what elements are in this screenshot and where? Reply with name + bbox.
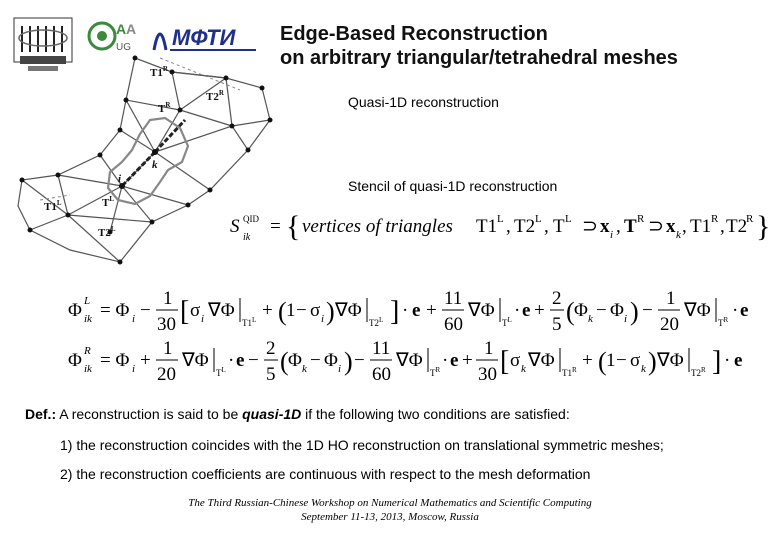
svg-text:): ) (344, 347, 353, 376)
svg-text:i: i (338, 363, 342, 375)
svg-text:T: T (553, 216, 565, 237)
svg-text:T2L: $T2^L$ (369, 316, 384, 328)
svg-text:L: L (535, 213, 542, 225)
svg-text:+: + (140, 350, 151, 371)
svg-text:+: + (582, 350, 593, 371)
page-title (280, 22, 678, 70)
label-t1r: $T1^R$ (150, 65, 168, 79)
svg-text:⊃: ⊃ (648, 216, 664, 237)
svg-text:R: R (637, 213, 645, 225)
svg-text:vertices of triangles: vertices of triangles (302, 216, 453, 237)
mesh-diagram (0, 40, 290, 280)
svg-text:11: 11 (372, 338, 391, 359)
svg-text:⊃: ⊃ (582, 216, 598, 237)
svg-text:k: k (676, 229, 681, 241)
quasi-1d-dashed-line (40, 58, 240, 200)
svg-text:5: 5 (266, 364, 276, 385)
footer (0, 496, 780, 524)
svg-text:e: e (450, 350, 459, 371)
svg-text:[: [ (500, 346, 510, 377)
svg-text:Φ: Φ (324, 350, 338, 371)
svg-text:,: , (720, 216, 725, 237)
svg-text:}: } (756, 210, 771, 243)
svg-text:e: e (412, 300, 421, 321)
mesh-nodes (20, 56, 273, 265)
svg-text:60: 60 (372, 364, 391, 385)
svg-text:= Φ: = Φ (100, 300, 130, 321)
svg-text:−: − (140, 300, 151, 321)
equation-phi-right (68, 338, 742, 385)
svg-text:L: L (565, 213, 572, 225)
svg-text:R: R (84, 345, 91, 357)
svg-text:(: ( (598, 347, 607, 376)
svg-text:(: ( (278, 297, 287, 326)
definition-text-after: if the following two conditions are satisfied: (301, 406, 570, 422)
svg-text:∇Φ: ∇Φ (335, 300, 362, 321)
footer-line-1: The Third Russian-Chinese Workshop on Numerical Mathematics and Scientific Computing (188, 497, 592, 509)
label-k: k (152, 159, 158, 171)
svg-text:1: 1 (606, 350, 616, 371)
svg-text:k: k (521, 363, 526, 375)
svg-text:∇Φ: ∇Φ (468, 300, 495, 321)
svg-text:−: − (616, 350, 627, 371)
svg-text:∇Φ: ∇Φ (657, 350, 684, 371)
svg-text:2: 2 (552, 288, 562, 309)
svg-text:T1L: $T1^L$ (242, 316, 257, 328)
svg-text:σ: σ (510, 350, 521, 371)
svg-text:·: · (514, 300, 521, 321)
svg-text:σ: σ (310, 300, 321, 321)
svg-text:A: A (116, 21, 127, 37)
svg-text:·: · (228, 350, 235, 371)
svg-text:TL: $T^L$ (502, 316, 512, 328)
svg-text:+: + (462, 350, 473, 371)
svg-text:,: , (506, 216, 511, 237)
svg-text:·: · (732, 300, 739, 321)
svg-text:i: i (132, 313, 136, 325)
svg-text:−: − (296, 300, 307, 321)
svg-text:∇Φ: ∇Φ (528, 350, 555, 371)
svg-text:TR: $T^R$ (718, 316, 729, 328)
svg-text:R: R (746, 213, 754, 225)
svg-text:e: e (522, 300, 531, 321)
svg-text:L: L (497, 213, 504, 225)
svg-text:i: i (624, 313, 628, 325)
caption-quasi-1d: Quasi-1D reconstruction (348, 94, 499, 110)
svg-text:∇Φ: ∇Φ (208, 300, 235, 321)
svg-text:S: S (230, 216, 240, 237)
svg-text:T1: T1 (476, 216, 498, 237)
label-t1l: $T1^L$ (44, 199, 62, 213)
mesh-edges (18, 58, 270, 262)
label-t2l: $T2^L$ (98, 225, 116, 239)
svg-text:2: 2 (266, 338, 276, 359)
svg-text:]: ] (712, 346, 722, 377)
svg-text:∇Φ: ∇Φ (684, 300, 711, 321)
svg-text:R: R (711, 213, 719, 225)
svg-text:∇Φ: ∇Φ (396, 350, 423, 371)
svg-text:e: e (740, 300, 749, 321)
svg-text:+: + (262, 300, 273, 321)
svg-text:k: k (302, 363, 307, 375)
svg-text:ik: ik (243, 232, 251, 243)
svg-text:= Φ: = Φ (100, 350, 130, 371)
title-line-1: Edge-Based Reconstruction (280, 23, 548, 45)
label-tr: $T^R$ (158, 101, 171, 115)
svg-text:Φ: Φ (288, 350, 302, 371)
svg-text:(: ( (280, 347, 289, 376)
svg-text:20: 20 (157, 364, 176, 385)
svg-text:k: k (588, 313, 593, 325)
svg-text:30: 30 (157, 314, 176, 335)
label-t2r: $T2^R$ (206, 89, 224, 103)
svg-text:Φ: Φ (574, 300, 588, 321)
condition-2: 2) the reconstruction coefficients are continuous with respect to the mesh deformation (60, 466, 591, 482)
svg-text:x: x (666, 216, 676, 237)
svg-text:1: 1 (484, 338, 494, 359)
svg-text:+: + (534, 300, 545, 321)
svg-text:x: x (600, 216, 610, 237)
svg-text:·: · (724, 350, 731, 371)
svg-text:i: i (321, 313, 325, 325)
svg-text:ik: ik (84, 313, 92, 325)
svg-text:TR: $T^R$ (430, 366, 441, 378)
svg-text:k: k (641, 363, 646, 375)
svg-text:∇Φ: ∇Φ (182, 350, 209, 371)
definition-label: Def.: (25, 406, 57, 422)
svg-text:T1: T1 (690, 216, 712, 237)
svg-text:−: − (310, 350, 321, 371)
svg-text:60: 60 (444, 314, 463, 335)
svg-text:+: + (426, 300, 437, 321)
label-i: i (118, 173, 122, 185)
svg-text:i: i (201, 313, 205, 325)
title-line-2: on arbitrary triangular/tetrahedral meshes (280, 47, 678, 69)
svg-text:): ) (326, 297, 335, 326)
svg-text:,: , (616, 216, 621, 237)
svg-text:σ: σ (630, 350, 641, 371)
svg-text:=: = (270, 216, 281, 237)
svg-text:i: i (610, 229, 614, 241)
svg-text:−: − (596, 300, 607, 321)
svg-text:·: · (442, 350, 449, 371)
svg-text:−: − (354, 350, 365, 371)
svg-text:Φ: Φ (68, 350, 82, 371)
svg-text:TL: $T^L$ (216, 366, 226, 378)
svg-text:11: 11 (444, 288, 463, 309)
svg-text:): ) (648, 347, 657, 376)
svg-text:UG: UG (116, 42, 131, 53)
svg-text:−: − (248, 350, 259, 371)
svg-text:1: 1 (666, 288, 676, 309)
svg-text:L: L (84, 295, 91, 307)
svg-text:A: A (126, 21, 137, 37)
caption-stencil: Stencil of quasi-1D reconstruction (348, 178, 558, 194)
svg-text:,: , (682, 216, 687, 237)
svg-text:1: 1 (163, 338, 173, 359)
equation-phi-left (68, 288, 748, 335)
svg-text:]: ] (390, 296, 400, 327)
svg-text:,: , (544, 216, 549, 237)
svg-text:ik: ik (84, 363, 92, 375)
svg-text:1: 1 (286, 300, 296, 321)
svg-text:e: e (236, 350, 245, 371)
svg-text:[: [ (180, 296, 190, 327)
svg-text:{: { (286, 210, 301, 243)
svg-text:30: 30 (478, 364, 497, 385)
svg-text:e: e (734, 350, 743, 371)
svg-text:T2R: $T2^R$ (691, 366, 706, 378)
svg-text:Φ: Φ (68, 300, 82, 321)
svg-text:T2: T2 (514, 216, 536, 237)
mipt-logo-text: МФТИ (172, 25, 236, 50)
svg-text:Φ: Φ (610, 300, 624, 321)
svg-text:1: 1 (163, 288, 173, 309)
svg-text:QID: QID (243, 214, 259, 224)
footer-line-2: September 11-13, 2013, Moscow, Russia (301, 511, 479, 523)
definition-text-before: A reconstruction is said to be (56, 406, 243, 422)
svg-text:σ: σ (190, 300, 201, 321)
svg-text:T1R: $T1^R$ (562, 366, 577, 378)
svg-text:T: T (624, 216, 637, 237)
condition-1: 1) the reconstruction coincides with the 1D HO reconstruction on translational symmetric meshes; (60, 437, 664, 453)
label-tl: $T^L$ (102, 195, 115, 209)
svg-text:(: ( (566, 297, 575, 326)
svg-text:5: 5 (552, 314, 562, 335)
svg-text:T2: T2 (726, 216, 748, 237)
svg-text:20: 20 (660, 314, 679, 335)
definition (25, 406, 570, 422)
svg-text:·: · (402, 300, 409, 321)
svg-text:i: i (132, 363, 136, 375)
svg-text:−: − (642, 300, 653, 321)
svg-text:): ) (630, 297, 639, 326)
definition-term: quasi-1D (242, 406, 302, 422)
